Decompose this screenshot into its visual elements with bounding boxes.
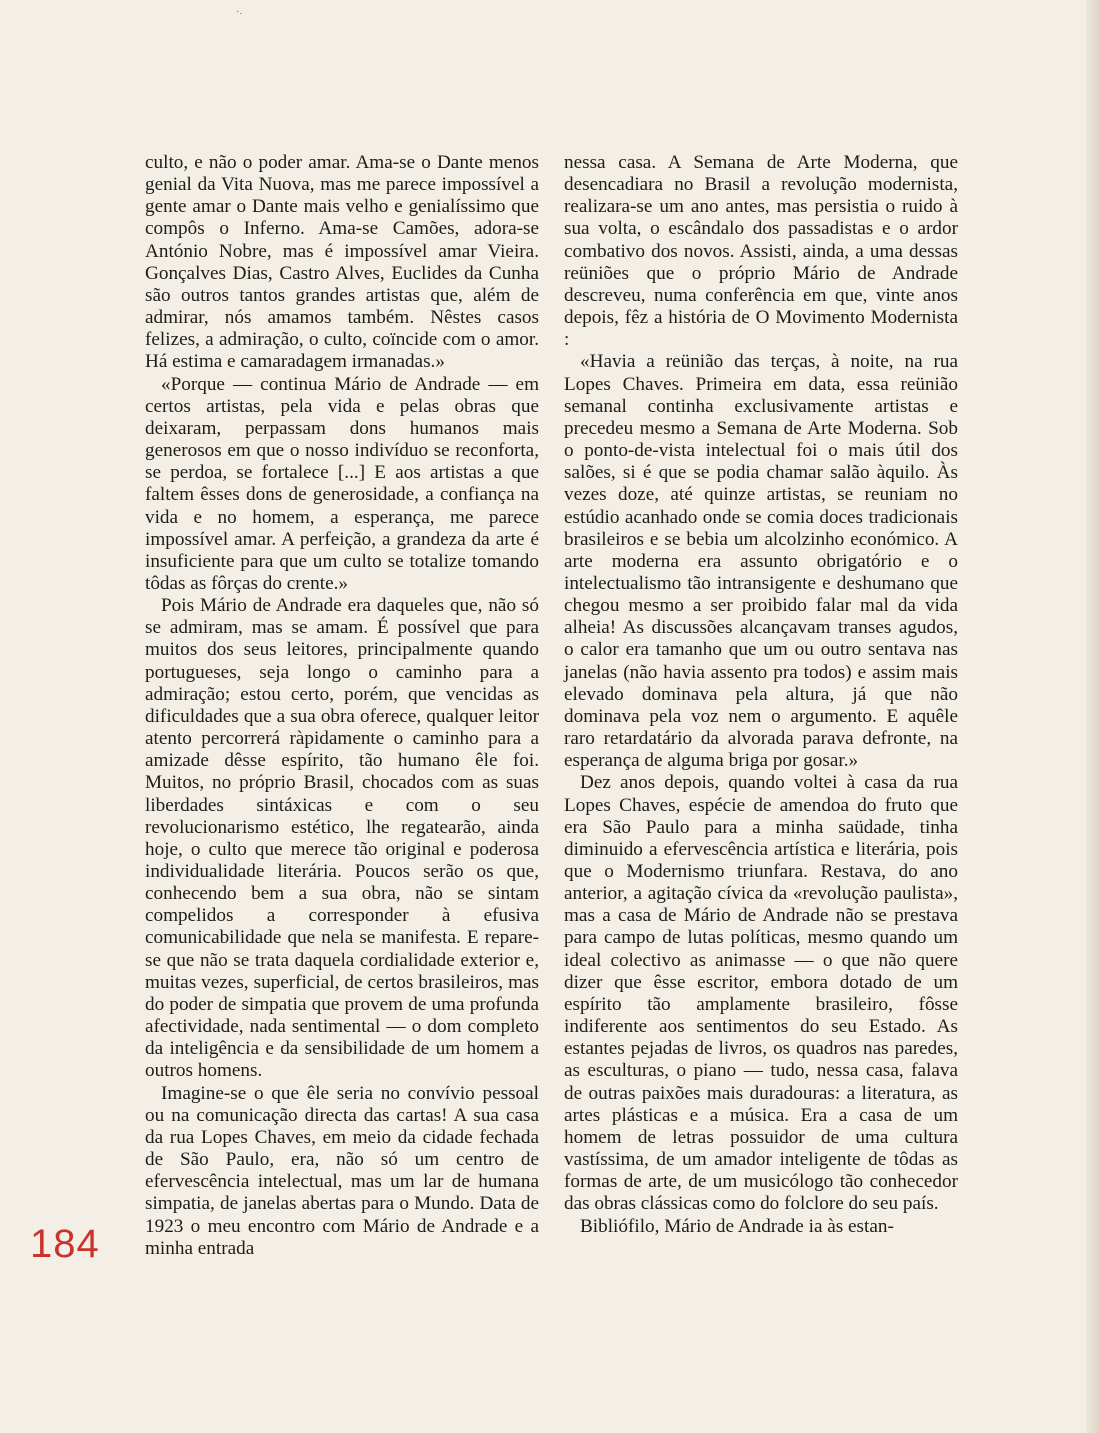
paragraph: Dez anos depois, quando voltei à casa da rua Lopes Chaves, espécie de amendoa do fruto que era São Paulo para a minha saüdade, tinha diminuido a efervescência artística e literária, pois que o Modernismo triunfara. Restava, do ano anterior, a agitação cívica da «revolução paulista», mas a casa de Mário de Andrade não se prestava para campo de lutas políticas, mesmo quando um ideal colectivo as animasse — o que não quere dizer que êsse escritor, embora dotado de um espírito tão amplamente brasileiro, fôsse indiferente aos sentimentos do seu Estado. As estantes pejadas de livros, os quadros nas paredes, as esculturas, o piano — tudo, nessa casa, falava de outras paixões mais duradouras: a literatura, as artes plásticas e a música. Era a casa de um homem de letras possuidor de uma cultura vastíssima, de um amador inteligente de tôdas as formas de arte, de um musicólogo tão conhecedor das obras clássicas como do folclore do seu país. — [564, 772, 958, 1215]
page-edge — [1086, 0, 1100, 1433]
paragraph: Imagine-se o que êle seria no convívio pessoal ou na comunicação directa das cartas! A sua casa da rua Lopes Chaves, em meio da cidade fechada de São Paulo, era, não só um centro de efervescência intelectual, mas um lar de humana simpatia, de janelas abertas para o Mundo. Data de 1923 o meu encontro com Mário de Andrade e a minha entrada — [145, 1082, 539, 1259]
paragraph: Bibliófilo, Mário de Andrade ia às estan- — [580, 1215, 894, 1237]
paragraph: Pois Mário de Andrade era daqueles que, não só se admiram, mas se amam. É possível que para muitos dos seus leitores, principalmente quando portugueses, seja longo o caminho para a admiração; estou certo, porém, que vencidas as dificuldades que a sua obra oferece, qualquer leitor atento percorrerá ràpidamente o caminho para a amizade dêsse espírito, tão humano êle foi. Muitos, no próprio Brasil, chocados com as suas liberdades sintáxicas e com o seu revolucionarismo estético, lhe regatearão, ainda hoje, o culto que merece tão original e poderosa individualidade literária. Poucos serão os que, conhecendo bem a sua obra, não se sintam compelidos a corresponder à efusiva comunicabilidade que nela se manifesta. E repare-se que não se trata daquela cordialidade exterior e, muitas vezes, superficial, de certos brasileiros, mas do poder de simpatia que provem de uma profunda afectividade, nada sentimental — o dom completo da inteligência e da sensibilidade de um homem a outros homens. — [145, 595, 539, 1082]
paragraph: «Havia a reünião das terças, à noite, na rua Lopes Chaves. Primeira em data, essa reünião semanal continha exclusivamente artistas e precedeu mesmo a Semana de Arte Moderna. Sob o ponto-de-vista intelectual foi o mais útil dos salões, si é que se podia chamar salão àquilo. Às vezes doze, até quinze artistas, se reuniam no estúdio acanhado onde se comia doces tradicionais brasileiros e se bebia um alcolzinho económico. A arte moderna era assunto obrigatório e o intelectualismo tão intransigente e deshumano que chegou mesmo a ser proibido falar mal da vida alheia! As discussões alcançavam transes agudos, o calor era tamanho que um ou outro sentava nas janelas (não havia assento pra todos) e assim mais elevado dominava pela altura, já que não dominava pela voz nem o argumento. E aquêle raro retardatário da alvorada parava defronte, na esperança de alguma briga por gosar.» — [564, 351, 958, 772]
paragraph: culto, e não o poder amar. Ama-se o Dante menos genial da Vita Nuova, mas me parece impossível a gente amar o Dante mais velho e genialíssimo que compôs o Inferno. Ama-se Camões, adora-se António Nobre, mas é impossível amar Vieira. Gonçalves Dias, Castro Alves, Euclides da Cunha são outros tantos grandes artistas que, além de admirar, nós amamos também. Nêstes casos felizes, a admiração, o culto, coïncide com o amor. Há estima e camaradagem irmanadas.» — [145, 152, 539, 373]
page-number: 184 — [30, 1222, 100, 1266]
printing-speck: ·. — [236, 6, 243, 17]
left-column — [145, 152, 539, 1260]
paragraph: «Porque — continua Mário de Andrade — em certos artistas, pela vida e pelas obras que deixaram, perpassam dons humanos mais generosos em que o nosso indivíduo se reconforta, se perdoa, se fortalece [...] E aos artistas a que faltem êsses dons de generosidade, a confiança na vida e no homem, a esperança, me parece impossível amar. A perfeição, a grandeza da arte é insuficiente para que um culto se totalize tomando tôdas as fôrças do crente.» — [145, 373, 539, 594]
right-column — [564, 152, 958, 1238]
paragraph: nessa casa. A Semana de Arte Moderna, que desencadiara no Brasil a revolução modernista, realizara-se um ano antes, mas persistia o ruido à sua volta, o escândalo dos passadistas e o ardor combativo dos novos. Assisti, ainda, a uma dessas reüniões que o próprio Mário de Andrade descreveu, numa conferência em que, vinte anos depois, fêz a história de O Movimento Modernista : — [564, 152, 958, 351]
